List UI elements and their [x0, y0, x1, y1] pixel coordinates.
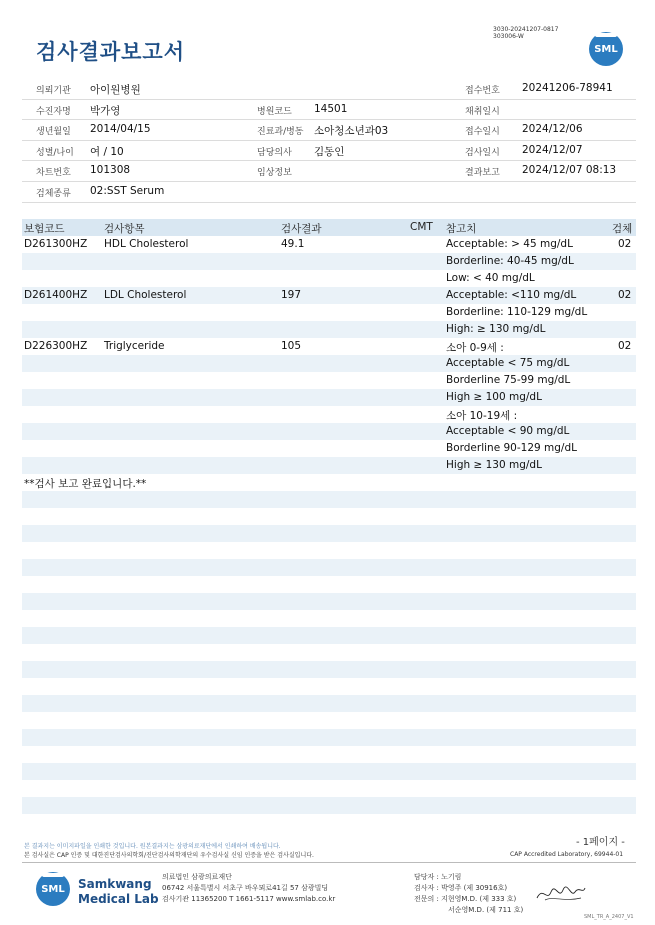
- staff-specialist-1: 전문의 : 지현영M.D. (제 333 호): [414, 895, 517, 903]
- cell-test-item: HDL Cholesterol: [104, 238, 189, 250]
- empty-row: [22, 627, 636, 644]
- table-row: [22, 270, 636, 287]
- label-report-time: 결과보고: [465, 168, 500, 179]
- signature-image: [535, 882, 587, 906]
- table-row: [22, 406, 636, 423]
- cell-reference: High: ≥ 130 mg/dL: [446, 323, 546, 335]
- document-code-line1: 3030-20241207-0817: [493, 26, 559, 33]
- value-specimen-type: 02:SST Serum: [90, 184, 165, 197]
- cell-reference: Borderline: 40-45 mg/dL: [446, 255, 574, 267]
- label-test-date: 검사일시: [465, 147, 500, 158]
- label-hospital-code: 병원코드: [257, 106, 292, 117]
- cell-test-item: LDL Cholesterol: [104, 289, 187, 301]
- table-row: [22, 355, 636, 372]
- cell-insurance-code: D261400HZ: [24, 289, 88, 301]
- lab-street-address: 06742 서울특별시 서초구 바우뫼로41길 57 삼광빌딩: [162, 884, 329, 892]
- cell-reference: 소아 0-9세 :: [446, 342, 504, 354]
- table-row: [22, 338, 636, 355]
- value-received-date: 2024/12/06: [522, 123, 583, 136]
- lab-address: [162, 872, 335, 905]
- brand-name-line1: Samkwang: [78, 877, 152, 891]
- cell-specimen: 02: [618, 238, 632, 250]
- document-code-line2: 303006-W: [493, 33, 524, 40]
- cell-reference: Low: < 40 mg/dL: [446, 272, 535, 284]
- table-row: [22, 321, 636, 338]
- empty-row: [22, 491, 636, 508]
- value-department: 소아청소년과03: [314, 125, 389, 138]
- results-table-header: [22, 219, 636, 236]
- label-collection-time: 채취일시: [465, 106, 500, 117]
- cell-reference: Acceptable < 90 mg/dL: [446, 425, 570, 437]
- value-sex-age: 여 / 10: [90, 145, 124, 158]
- cell-result: 49.1: [281, 238, 305, 250]
- brand-name-line2: Medical Lab: [78, 892, 159, 906]
- empty-row: [22, 525, 636, 542]
- staff-contact: 담당자 : 노기림: [414, 873, 462, 881]
- label-birthdate: 생년월일: [36, 127, 71, 138]
- empty-row: [22, 729, 636, 746]
- value-accession-no: 20241206-78941: [522, 82, 613, 94]
- staff-specialist-2: 서순영M.D. (제 711 호): [448, 906, 524, 914]
- cell-specimen: 02: [618, 340, 632, 352]
- label-department: 진료과/병동: [257, 127, 304, 138]
- table-row: [22, 457, 636, 474]
- cell-reference: Acceptable: > 45 mg/dL: [446, 238, 573, 250]
- table-row: [22, 372, 636, 389]
- cell-reference: Borderline: 110-129 mg/dL: [446, 306, 588, 318]
- page-number: - 1페이지 -: [576, 837, 625, 848]
- document-code: [493, 26, 558, 40]
- table-row: [22, 440, 636, 457]
- label-chart-no: 차트번호: [36, 168, 71, 179]
- footer-sml-logo: [36, 872, 70, 906]
- cell-insurance-code: D261300HZ: [24, 238, 88, 250]
- cell-insurance-code: D226300HZ: [24, 340, 88, 352]
- label-patient-name: 수진자명: [36, 106, 71, 117]
- sml-logo: [589, 32, 623, 66]
- info-row: [22, 120, 636, 141]
- label-accession-no: 접수번호: [465, 86, 500, 96]
- notice-image-copy: 본 결과지는 이미지파일을 인쇄한 것입니다. 원본결과지는 삼광의료재단에서 인쇄하여 배송됩니다.: [24, 843, 281, 850]
- header-specimen: 검체: [612, 223, 633, 235]
- cell-reference: Acceptable: <110 mg/dL: [446, 289, 577, 301]
- cell-reference: High ≥ 130 mg/dL: [446, 459, 542, 471]
- cell-test-item: Triglyceride: [104, 340, 165, 352]
- results-table-body: [22, 236, 636, 491]
- cell-insurance-code: **검사 보고 완료입니다.**: [24, 478, 147, 490]
- info-row: [22, 182, 636, 203]
- header-test-item: 검사항목: [104, 223, 145, 235]
- empty-row: [22, 695, 636, 712]
- info-row: [22, 100, 636, 121]
- table-row: [22, 304, 636, 321]
- header-cmt: CMT: [410, 221, 433, 233]
- table-row: [22, 253, 636, 270]
- empty-row: [22, 559, 636, 576]
- empty-row: [22, 763, 636, 780]
- table-row: [22, 389, 636, 406]
- sml-logo-text: SML: [594, 44, 618, 55]
- page-title: 검사결과보고서: [36, 40, 186, 64]
- value-report-time: 2024/12/07 08:13: [522, 164, 617, 177]
- cell-reference: Acceptable < 75 mg/dL: [446, 357, 570, 369]
- cell-specimen: 02: [618, 289, 632, 301]
- table-row: [22, 287, 636, 304]
- footer-divider: [22, 862, 636, 863]
- cell-reference: Borderline 75-99 mg/dL: [446, 374, 571, 386]
- cap-accreditation: CAP Accredited Laboratory, 69944-01: [510, 851, 624, 858]
- value-hospital-code: 14501: [314, 102, 348, 115]
- lab-name: 의료법인 삼광의료재단: [162, 873, 232, 881]
- cell-reference: High ≥ 100 mg/dL: [446, 391, 542, 403]
- label-client: 의뢰기관: [36, 86, 71, 96]
- empty-row: [22, 661, 636, 678]
- cell-result: 105: [281, 340, 302, 352]
- lab-staff: [414, 872, 523, 916]
- value-test-date: 2024/12/07: [522, 143, 583, 156]
- value-patient-name: 박가영: [90, 104, 121, 117]
- empty-rows: [22, 491, 636, 831]
- notice-accreditation: 본 검사실은 CAP 인증 및 대한진단검사의학회/진단검사의학재단의 우수검사실 신임 인증을 받은 검사실입니다.: [24, 852, 314, 859]
- cell-reference: Borderline 90-129 mg/dL: [446, 442, 577, 454]
- cell-reference: 소아 10-19세 :: [446, 410, 518, 422]
- info-row: [22, 79, 636, 100]
- value-client: 아이원병원: [90, 84, 141, 96]
- table-row: [22, 474, 636, 491]
- footer-sml-logo-text: SML: [41, 884, 65, 895]
- table-row: [22, 236, 636, 253]
- label-specimen-type: 검체종류: [36, 188, 71, 199]
- patient-info: [22, 79, 636, 203]
- info-row: [22, 161, 636, 182]
- label-sex-age: 성별/나이: [36, 147, 74, 158]
- empty-row: [22, 593, 636, 610]
- empty-row: [22, 797, 636, 814]
- header-result: 검사결과: [281, 223, 322, 235]
- info-row: [22, 141, 636, 162]
- form-code: SML_TR_A_2407_V1: [584, 914, 634, 920]
- label-clinical-info: 임상정보: [257, 168, 292, 179]
- label-doctor: 담당의사: [257, 147, 292, 158]
- cell-result: 197: [281, 289, 302, 301]
- table-row: [22, 423, 636, 440]
- value-birthdate: 2014/04/15: [90, 123, 151, 136]
- value-doctor: 김동인: [314, 145, 345, 158]
- staff-tester: 검사자 : 박영주 (제 30916호): [414, 884, 508, 892]
- header-reference: 참고치: [446, 223, 477, 235]
- label-received-date: 접수일시: [465, 127, 500, 138]
- header-insurance-code: 보험코드: [24, 223, 65, 235]
- lab-contact: 검사기관 11365200 T 1661-5117 www.smlab.co.kr: [162, 895, 336, 903]
- value-chart-no: 101308: [90, 164, 131, 177]
